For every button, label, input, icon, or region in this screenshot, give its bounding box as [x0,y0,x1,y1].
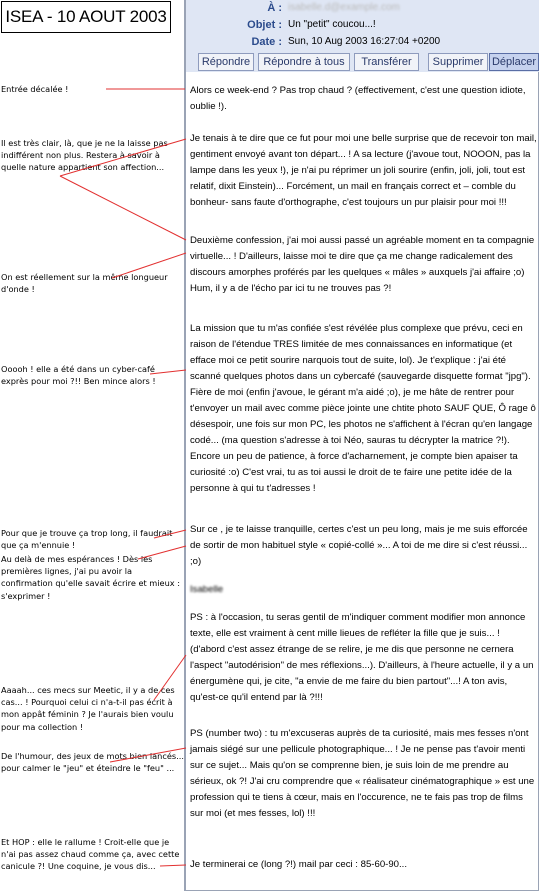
delete-button[interactable]: Supprimer [428,53,488,71]
reply-all-button[interactable]: Répondre à tous [258,53,350,71]
date-value: Sun, 10 Aug 2003 16:27:04 +0200 [288,36,441,47]
paragraph-intro: Alors ce week-end ? Pas trop chaud ? (effectivement, c'est une question idiote, oublie !). [190,85,526,112]
subject-row [186,17,539,33]
email-header [186,0,539,72]
paragraph-final: Je terminerai ce (long ?!) mail par ceci : 85-60-90... [190,859,408,870]
annotation-too-long: Pour que je trouve ça trop long, il faudrait que ça m'ennuie ! [1,528,173,551]
date-row [186,34,539,50]
annotation-meetic: Aaaah... ces mecs sur Meetic, il y a de ces cas... ! Pourquoi celui ci n'a-t-il pas écrit à mon appât féminin ? Je l'aurais bien voulu pour ma collection ! [1,685,175,732]
annotation-cybercafe: Ooooh ! elle a été dans un cyber-café exprès pour moi ?!! Ben mince alors ! [1,364,156,387]
subject-value: Un "petit" coucou...! [288,19,376,30]
signature: Isabelle [190,584,224,595]
annotation-expectations: Au delà de mes espérances ! Dès les premières lignes, j'ai pu avoir la confirmation qu'elle savait écrire et mieux : s'exprimer ! [1,554,180,601]
to-row [186,0,539,16]
move-button[interactable]: Déplacer [489,53,539,71]
annotation-affection: Il est très clair, là, que je ne la laisse pas indifférent non plus. Restera à savoir à quelle nature appartient son affection... [1,138,168,173]
paragraph-mission: La mission que tu m'as confiée s'est révélée plus complexe que prévu, ceci en raison de l'étendue TRES limitée de mes connaissances en informatique (et efface moi ce petit sourire narquois tout de suite, lol). Je t'explique : j'ai été scanné quelques photos dans un cybercafé (sauvegarde disquette format "jpg"). Fière de moi (enfin j'avoue, le gérant m'a aidé ;o), je me hâte de rentrer pour t'envoyer un mail avec comme pièce jointe une chtite photo SAUF QUE, Ô rage ô désespoir, une fois sur mon PC, les photos ne s'affichent à l'écran qu'en langage codé... (ma question s'adresse à toi Néo, sauras tu décrypter la matrice ?!). Encore un peu de patience, à force d'acharnement, je compte bien apaiser ta curiosité :o) C'est vrai, tu as toi aussi le droit de te faire une petite idée de la personne à qui tu t'adresses ! [190,323,536,494]
annotation-humour: De l'humour, des jeux de mots bien lancés... pour calmer le "jeu" et éteindre le "feu" ... [1,751,184,774]
annotation-wavelength: On est réellement sur la même longueur d'onde ! [1,272,168,295]
forward-button[interactable]: Transférer [354,53,419,71]
to-label: À : [267,2,282,14]
paragraph-ps1: PS : à l'occasion, tu seras gentil de m'indiquer comment modifier mon annonce texte, elle est vraiment à cent mille lieues de refléter la fille que je suis... ! (d'abord c'est assez étrange de se relire, je me dis que personne ne cernera l'aspect "autodérision" de mes réflexions...). D'ailleurs, à l'heure actuelle, il y a un énergumène qui, je cite, "a envie de me faire du bien partout"...! A ton avis, qu'est-ce qu'il entend par là ?!!! [190,612,534,703]
paragraph-ps2: PS (number two) : tu m'excuseras auprès de ta curiosité, mais mes fesses n'ont jamais siégé sur une pellicule photographique... ! Je ne pense pas t'avoir menti sur ce sujet... Mais qu'on se comprenne bien, je suis loin de me prendre au sérieux, ok ?! J'ai cru comprendre que « réalisateur cinématographique » est une profession qui te tiens à cœur, mais en l'occurence, ne te fais pas trop de films sur moi (et mes fesses, lol) !!! [190,728,535,819]
annotation-entry: Entrée décalée ! [1,84,69,94]
page-title: ISEA - 10 AOUT 2003 [1,1,171,33]
paragraph-closing: Sur ce , je te laisse tranquille, certes c'est un peu long, mais je me suis efforcée de sortir de mon habituel style « copié-collé »... A toi de me dire si c'est réussi... ;o) [190,524,528,567]
date-label: Date : [251,36,282,48]
subject-label: Objet : [247,19,282,31]
email-toolbar [186,52,539,72]
reply-button[interactable]: Répondre [198,53,254,71]
annotation-rekindle: Et HOP : elle le rallume ! Croit-elle que je n'ai pas assez chaud comme ça, avec cette canicule ?! Une coquine, je vous dis... [1,837,180,872]
email-view [184,0,539,891]
paragraph-surprise: Je tenais à te dire que ce fut pour moi une belle surprise que de recevoir ton mail, gentiment envoyé avant ton départ... ! A sa lecture (j'avoue tout, NOOON, pas la lampe dans les yeux !), je n'ai pu réprimer un joli sourire (enfin, joli, joli, tout est relatif, dixit Einstein)... Forcément, un mail en français correct et – comble du bonheur- sans faute d'orthographe, c'est toujours un pur plaisir pour moi !!! [190,133,537,208]
arrow-affection-2 [60,176,186,240]
paragraph-confession: Deuxième confession, j'ai moi aussi passé un agréable moment en ta compagnie virtuelle... ! D'ailleurs, laisse moi te dire que ça me change radicalement des discours amorphes proférés par les quelques « mâles » auxquels j'ai affaire ;o) Hum, il y a de l'écho par ici tu ne trouves pas ?! [190,235,535,294]
to-value: isabelle.d@example.com [288,2,400,13]
